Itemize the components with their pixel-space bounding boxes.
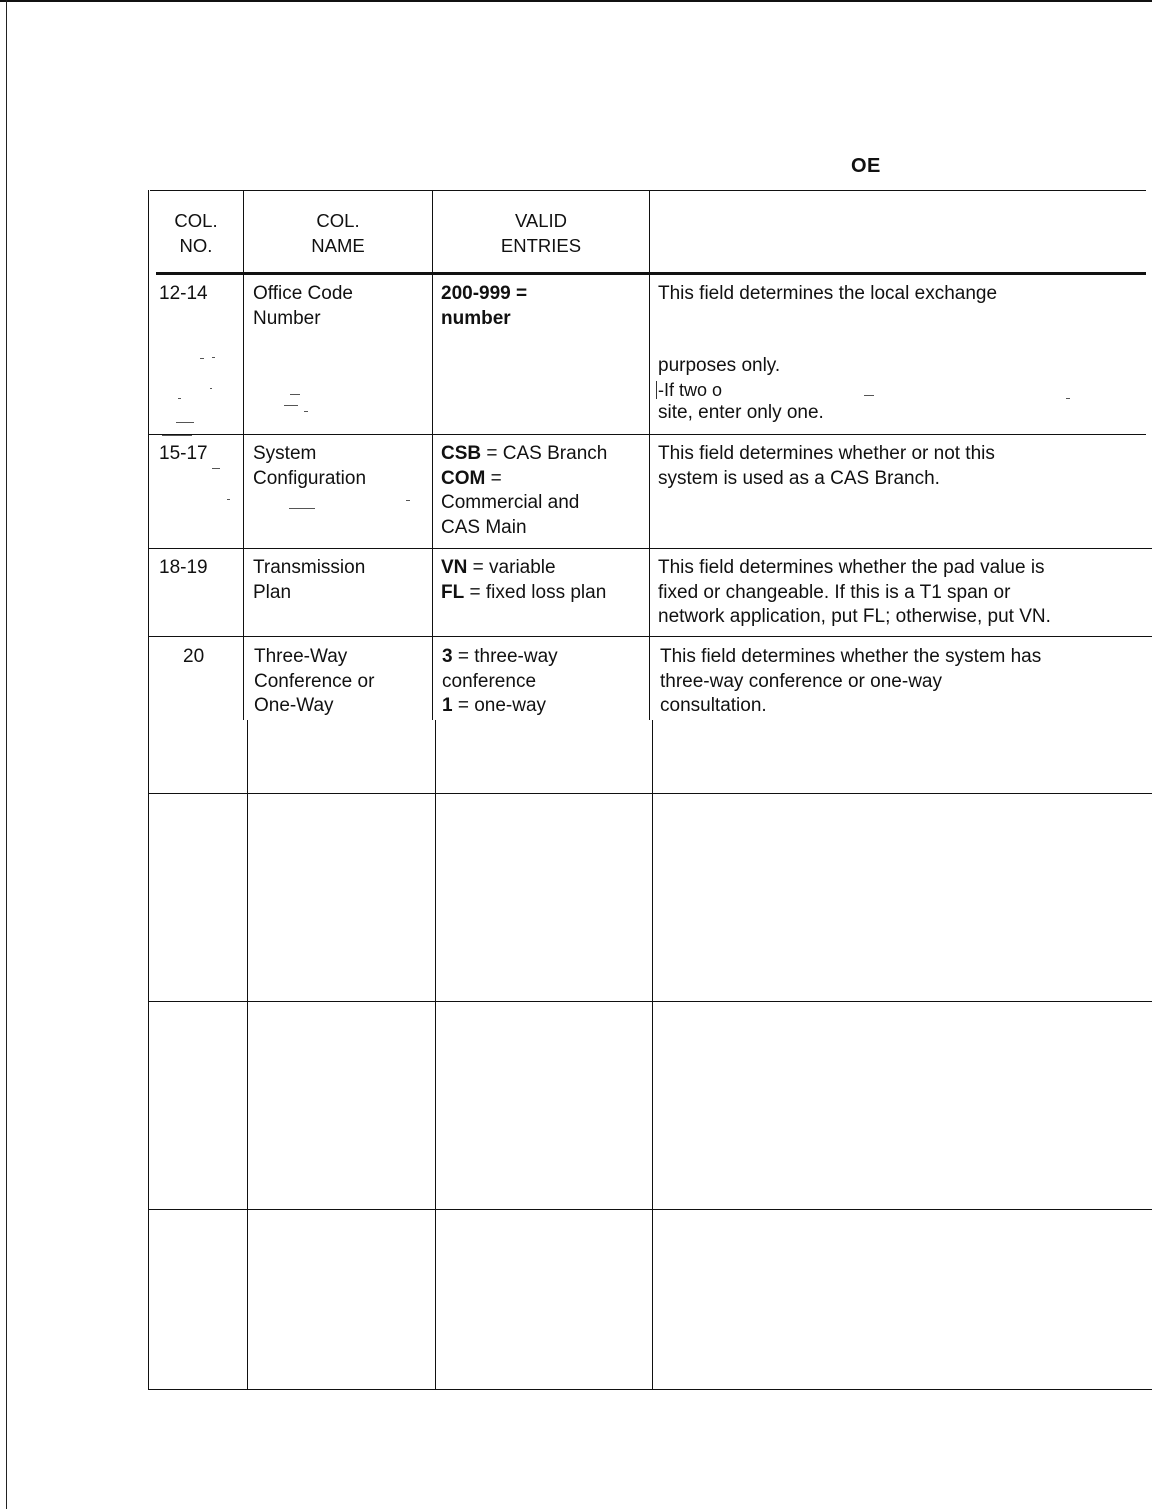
header-valid-entries-line1: VALID bbox=[514, 210, 568, 231]
name-line: Number bbox=[253, 307, 321, 329]
scan-speck bbox=[406, 500, 410, 501]
name-line: Transmission bbox=[253, 557, 366, 578]
column-rule bbox=[243, 190, 244, 720]
scan-speck bbox=[210, 388, 212, 389]
scan-speck bbox=[212, 357, 215, 358]
page-left-edge bbox=[6, 0, 7, 1509]
name-line: Configuration bbox=[253, 467, 367, 489]
header-col-name bbox=[244, 208, 432, 258]
header-bottom-rule bbox=[156, 272, 1146, 275]
scan-speck bbox=[200, 358, 204, 359]
column-rule bbox=[649, 190, 650, 720]
header-col-no bbox=[149, 208, 243, 258]
scan-speck bbox=[227, 499, 230, 500]
scan-speck bbox=[304, 411, 308, 412]
row-divider bbox=[148, 1209, 1152, 1210]
table-left-rule bbox=[148, 190, 149, 1390]
name-line: Office Code bbox=[253, 283, 353, 304]
row-description: This field determines whether or not this system is used as a CAS Branch. bbox=[658, 443, 995, 489]
scan-speck bbox=[212, 468, 220, 469]
column-rule bbox=[432, 190, 433, 720]
row-description: purposes only. bbox=[658, 355, 781, 376]
row-col-name bbox=[254, 645, 374, 719]
row-col-no: 12-14 bbox=[159, 283, 208, 304]
header-valid-entries bbox=[433, 208, 649, 258]
row-description: -If two o bbox=[658, 380, 723, 400]
row-divider bbox=[148, 793, 1152, 794]
scan-speck bbox=[178, 398, 181, 399]
scan-speck bbox=[284, 405, 298, 406]
row-col-no: 20 bbox=[183, 646, 205, 667]
table-top-rule bbox=[150, 190, 1146, 191]
form-code: OE bbox=[851, 155, 881, 177]
row-description: site, enter only one. bbox=[658, 402, 824, 423]
page-top-edge bbox=[0, 0, 1152, 2]
row-valid-entries bbox=[441, 282, 527, 331]
row-divider bbox=[148, 1001, 1152, 1002]
name-line: Conference or bbox=[254, 670, 375, 692]
row-description: This field determines whether the pad value is fixed or changeable. If this is a T1 span or network application, put FL; otherwise, put VN. bbox=[658, 557, 1051, 627]
row-col-name bbox=[253, 556, 365, 605]
header-valid-entries-line2: ENTRIES bbox=[500, 235, 582, 256]
scan-speck bbox=[864, 395, 874, 396]
name-line: System bbox=[253, 443, 317, 464]
column-rule bbox=[247, 720, 248, 1390]
header-col-name-line1: COL. bbox=[316, 210, 360, 231]
row-divider bbox=[148, 548, 1152, 549]
entry-code: number bbox=[441, 307, 511, 329]
header-col-name-line2: NAME bbox=[311, 235, 365, 256]
row-description: This field determines whether the system has three-way conference or one-way consultation. bbox=[660, 646, 1042, 716]
entry-code: 200-999 = bbox=[441, 283, 528, 304]
row-divider bbox=[148, 434, 1146, 435]
column-rule bbox=[435, 720, 436, 1390]
scan-speck bbox=[176, 422, 194, 423]
scan-speck bbox=[162, 435, 192, 436]
name-line: Plan bbox=[253, 581, 292, 603]
row-col-no: 15-17 bbox=[159, 443, 208, 464]
row-col-name bbox=[253, 282, 353, 331]
scan-speck bbox=[1066, 398, 1070, 399]
row-col-name bbox=[253, 442, 366, 491]
header-col-no-line2: NO. bbox=[179, 235, 213, 256]
row-valid-entries: VN = variable FL = fixed loss plan bbox=[441, 557, 607, 603]
table-bottom-rule bbox=[148, 1389, 1152, 1390]
column-rule bbox=[652, 720, 653, 1390]
row-description: This field determines the local exchange bbox=[658, 283, 998, 304]
scan-speck bbox=[290, 394, 300, 395]
row-valid-entries: 3 = three-way conference 1 = one-way bbox=[442, 646, 558, 716]
header-col-no-line1: COL. bbox=[174, 210, 218, 231]
name-line: One-Way bbox=[254, 695, 334, 716]
row-valid-entries: CSB = CAS Branch COM = Commercial and CAS Main bbox=[441, 443, 608, 538]
name-line: Three-Way bbox=[254, 646, 348, 667]
row-col-no: 18-19 bbox=[159, 557, 208, 578]
row-divider bbox=[148, 636, 1152, 637]
scan-speck bbox=[289, 508, 315, 509]
